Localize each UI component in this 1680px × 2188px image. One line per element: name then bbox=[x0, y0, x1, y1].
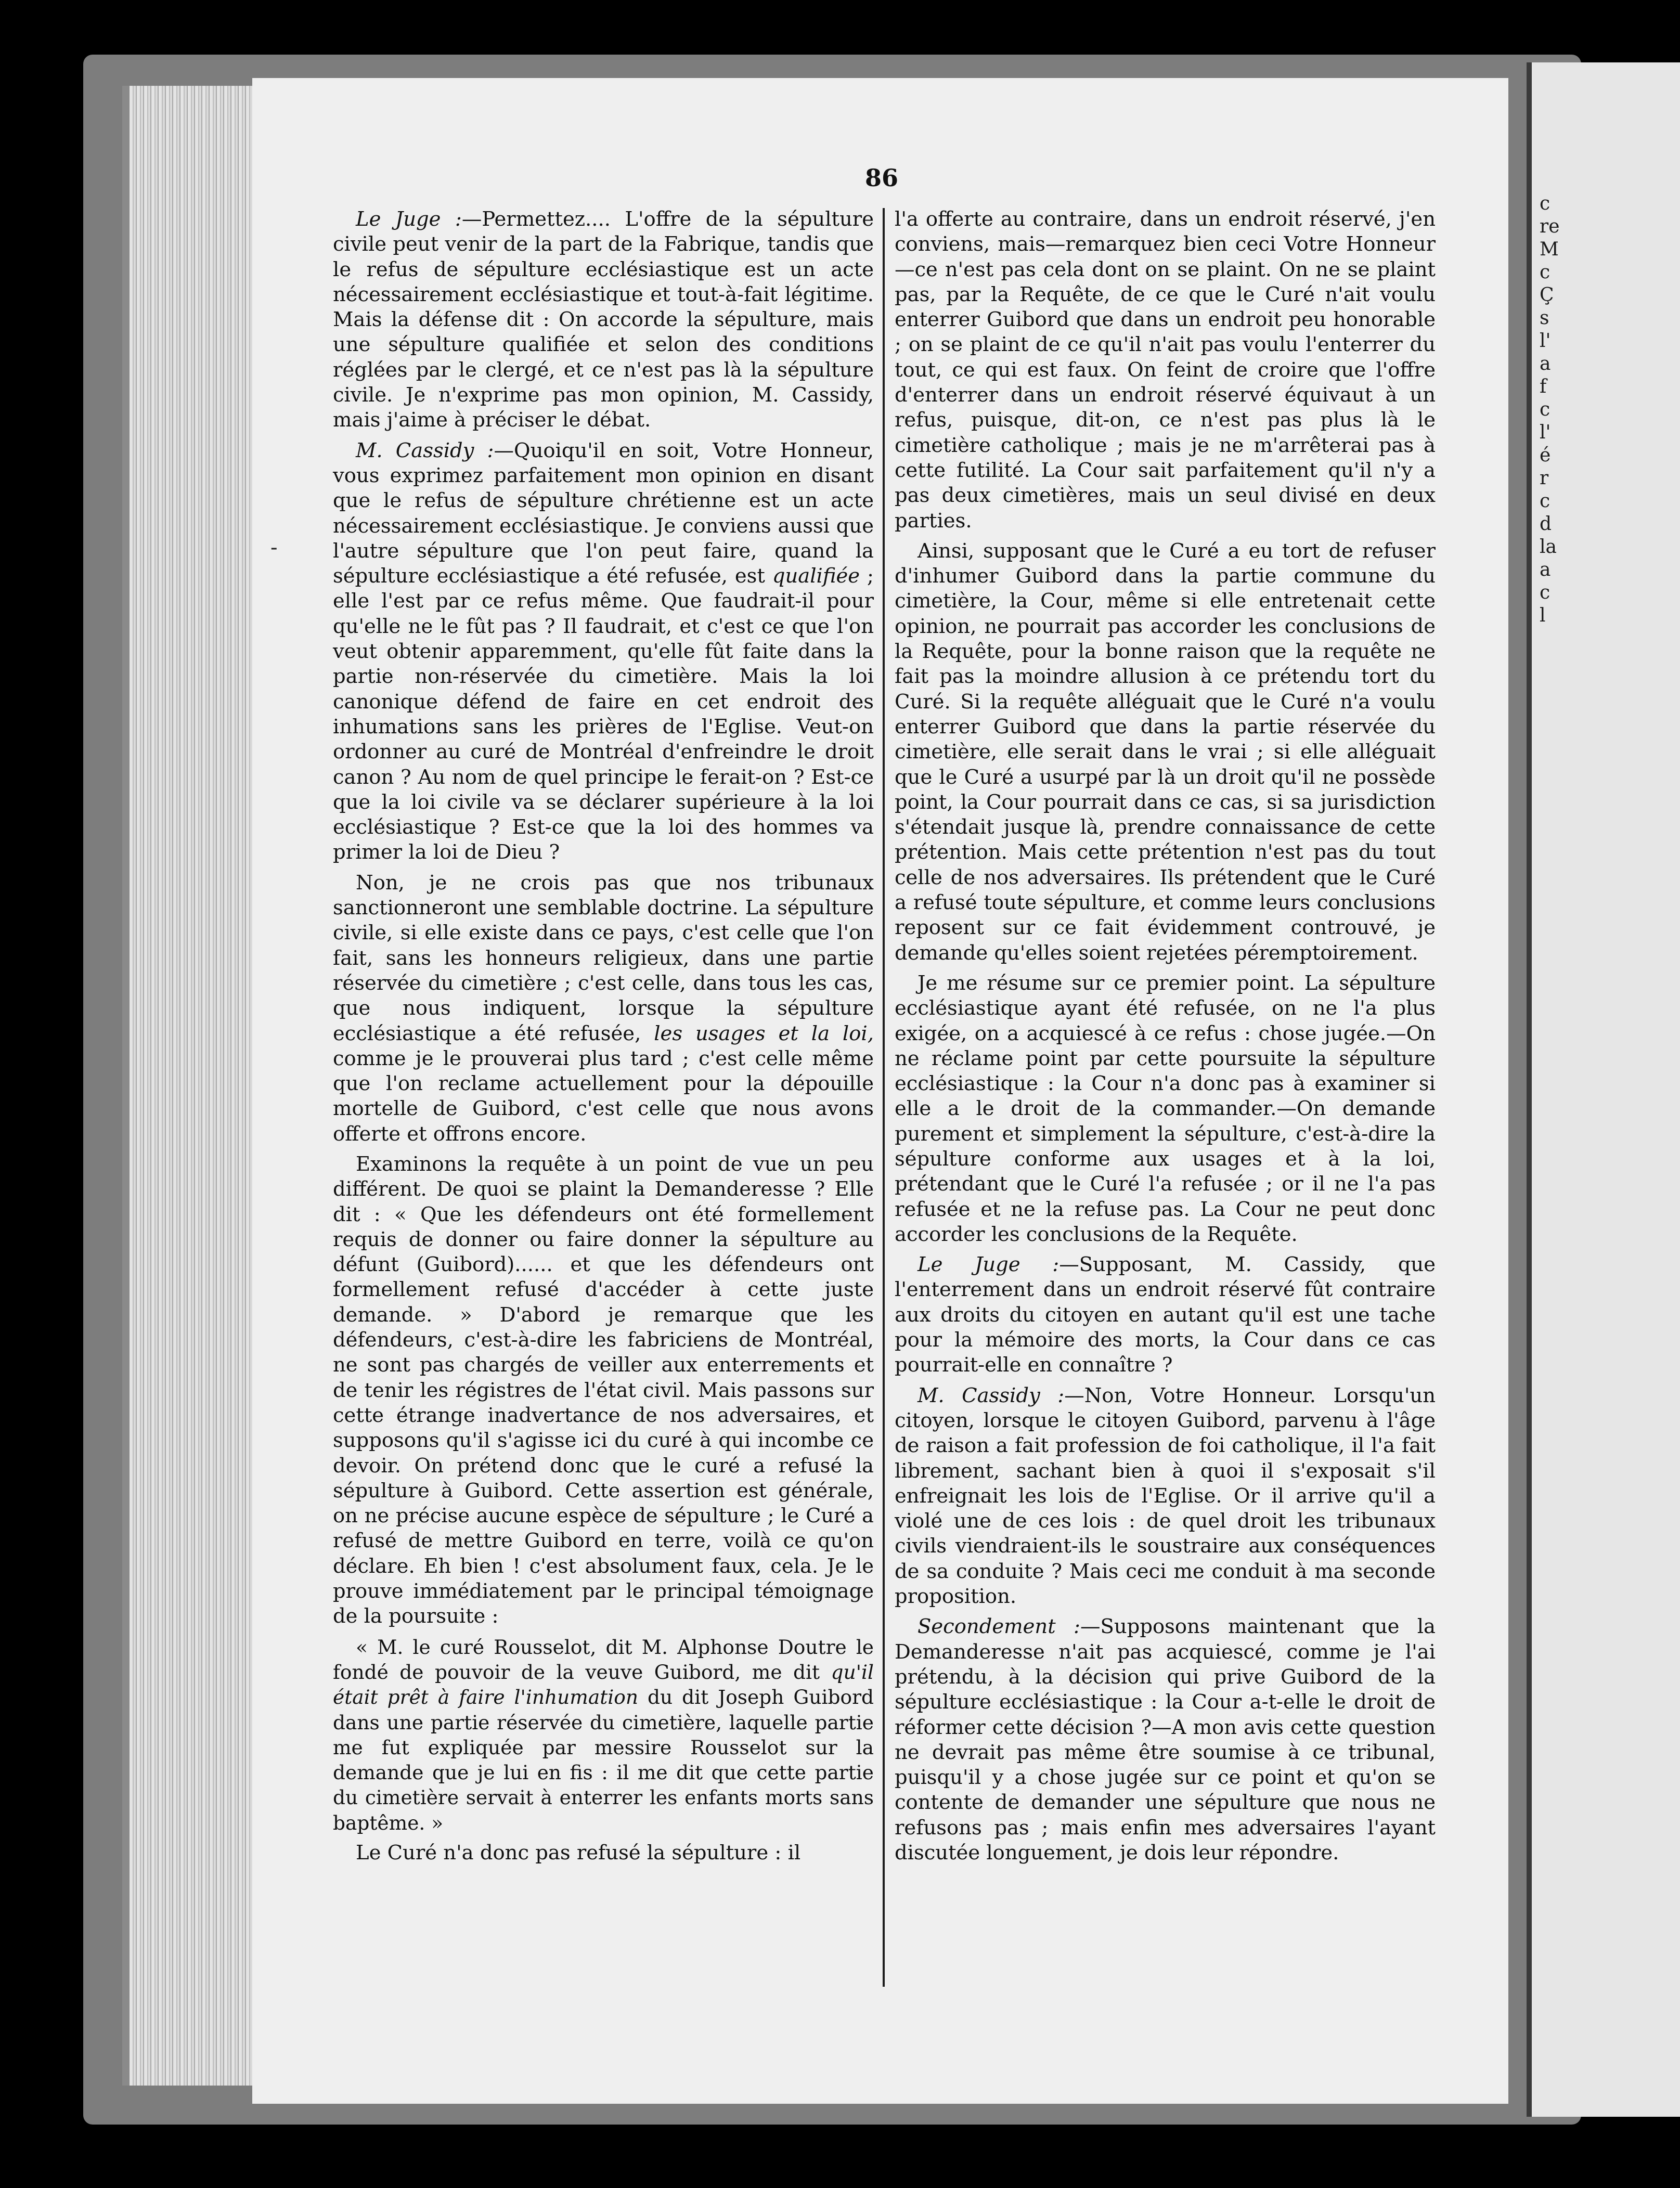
book-page bbox=[252, 78, 1508, 2104]
edge-fragment: c bbox=[1540, 582, 1550, 603]
paragraph-text: Je me résume sur ce premier point. La sépulture ecclésiastique ayant été refusée, on ne l'a plus exigée, on a acquiescé à ce refus : chose jugée.—On ne réclame point par cette poursuite la sépulture ecclésiastique : la Cour n'a donc pas à examiner si elle a le droit de la commander.—On demande purement et simplement la sépulture, c'est-à-dire la sépulture conforme aux usages et à la loi, prétendant que le Curé l'a refusée ; or il ne l'a pas refusée et ne la refuse pas. La Cour ne peut donc accorder les conclusions de la Requête. bbox=[895, 971, 1436, 1246]
paragraph-text: l'a offerte au contraire, dans un endroit réservé, j'en conviens, mais—remarquez bien ceci Votre Honneur—ce n'est pas cela dont on se plaint. On ne se plaint pas, par la Requête, de ce que le Curé n'ait voulu enterrer Guibord que dans un endroit peu honorable ; on se plaint de ce qu'il n'ait pas voulu l'enterrer du tout, ce qui est faux. On feint de croire que l'offre d'enterrer dans un endroit réservé équivaut à un refus, puisque, dit-on, ce n'est pas plus là le cimetière catholique ; mais je ne m'arrêterai pas à cette futilité. La Cour sait parfaitement qu'il n'y a pas deux cimetières, mais un seul divisé en deux parties. bbox=[895, 208, 1436, 533]
paragraph bbox=[333, 871, 874, 1147]
edge-fragment: c bbox=[1540, 262, 1550, 283]
edge-fragment: a bbox=[1540, 559, 1551, 580]
edge-fragment: M bbox=[1540, 239, 1559, 260]
edge-fragment: l' bbox=[1540, 330, 1551, 352]
emphasis-text: qualifiée bbox=[772, 564, 860, 588]
right-column bbox=[895, 207, 1436, 1871]
paragraph-text: Examinons la requête à un point de vue un peu différent. De quoi se plaint la Demanderesse ? Elle dit : « Que les défendeurs ont été formellement requis de donner ou faire donner la sépulture au défunt (Guibord)...... et que les défendeurs ont formellement refusé d'accéder à cette juste demande. » D'abord je remarque que les défendeurs, c'est-à-dire les fabriciens de Montréal, ne sont pas chargés de veiller aux enterrements et de tenir les régistres de l'état civil. Mais passons sur cette étrange inadvertance de nos adversaires, et supposons qu'il s'agisse ici du curé à qui incombe ce devoir. On prétend donc que le curé a refusé la sépulture à Guibord. Cette assertion est générale, on ne précise aucune espèce de sépulture ; le Curé a refusé de mettre Guibord en terre, voilà ce qu'on déclare. Eh bien ! c'est absolument faux, cela. Je le prouve immédiatement par le principal témoignage de la poursuite : bbox=[333, 1152, 874, 1628]
margin-mark: - bbox=[270, 536, 278, 560]
edge-fragment: r bbox=[1540, 468, 1549, 489]
paragraph bbox=[895, 1252, 1436, 1378]
edge-fragment: d bbox=[1540, 513, 1552, 535]
page-edges bbox=[122, 86, 270, 2086]
paragraph-text: « M. le curé Rousselot, dit M. Alphonse Doutre le fondé de pouvoir de la veuve Guibord, me dit bbox=[333, 1635, 874, 1684]
edge-fragment: a bbox=[1540, 353, 1551, 374]
paragraph-text: Le Curé n'a donc pas refusé la sépulture : il bbox=[356, 1841, 801, 1865]
edge-fragment: é bbox=[1540, 445, 1551, 466]
edge-fragment: s bbox=[1540, 307, 1549, 329]
edge-fragment: c bbox=[1540, 193, 1550, 214]
paragraph-text: —Supposons maintenant que la Demanderesse n'ait pas acquiescé, comme je l'ai prétendu, à la décision qui prive Guibord de la sépulture ecclésiastique : la Cour a-t-elle le droit de réformer cette décision ?—A mon avis cette question ne devrait pas même être soumise à ce tribunal, puisqu'il y a chose jugée sur ce point et qu'on se contente de demander une sépulture que nous ne refusons pas ; mais enfin mes adversaires l'ayant discutée longuement, je dois leur répondre. bbox=[895, 1615, 1436, 1865]
paragraph-text: —Permettez.... L'offre de la sépulture civile peut venir de la part de la Fabrique, tandis que le refus de sépulture ecclésiastique est un acte nécessairement ecclésiastique et tout-à-fait légitime. Mais la défense dit : On accorde la sépulture, mais une sépulture qualifiée et selon des conditions réglées par le clergé, et ce n'est pas là la sépulture civile. Je n'exprime pas mon opinion, M. Cassidy, mais j'aime à préciser le débat. bbox=[333, 208, 874, 432]
paragraph bbox=[895, 1383, 1436, 1610]
page-number: 86 bbox=[864, 164, 898, 192]
emphasis-text: qu'il était prêt à faire l'inhumation bbox=[333, 1660, 874, 1709]
speaker-label: Secondement : bbox=[917, 1615, 1080, 1639]
paragraph bbox=[333, 1152, 874, 1629]
edge-fragment: la bbox=[1540, 536, 1557, 558]
edge-fragment: re bbox=[1540, 216, 1560, 237]
edge-fragment: l' bbox=[1540, 422, 1551, 443]
paragraph-text: ; elle l'est par ce refus même. Que faudrait-il pour qu'elle ne le fût pas ? Il faudrait, et c'est ce que l'on veut obtenir apparemment, qu'elle fût faite dans la partie non-réservée du cimetière. Mais la loi canonique défend de faire en cet endroit des inhumations sans les prières de l'Eglise. Veut-on ordonner au curé de Montréal d'enfreindre le droit canon ? Au nom de quel principe le ferait-on ? Est-ce que la loi civile va se déclarer supérieure à la loi ecclésiastique ? Est-ce que la loi des hommes va primer la loi de Dieu ? bbox=[333, 564, 874, 864]
next-page-fragments bbox=[1540, 192, 1571, 627]
paragraph-text: —Supposant, M. Cassidy, que l'enterrement dans un endroit réservé fût contraire aux droits du citoyen en autant qu'il est une tache pour la mémoire des morts, la Cour dans ce cas pourrait-elle en connaître ? bbox=[895, 1253, 1436, 1377]
speaker-label: M. Cassidy : bbox=[356, 438, 494, 462]
edge-fragment: c bbox=[1540, 490, 1550, 512]
paragraph-text: comme je le prouverai plus tard ; c'est celle même que l'on reclame actuellement pour la dépouille mortelle de Guibord, c'est celle que nous avons offerte et offrons encore. bbox=[333, 1046, 874, 1146]
next-page-edge bbox=[1527, 62, 1680, 2117]
left-column bbox=[333, 207, 874, 1871]
edge-fragment: c bbox=[1540, 399, 1550, 420]
paragraph bbox=[333, 438, 874, 865]
paragraph bbox=[333, 207, 874, 433]
paragraph bbox=[895, 539, 1436, 966]
paragraph-text: —Quoiqu'il en soit, Votre Honneur, vous exprimez parfaitement mon opinion en disant que le refus de sépulture chrétienne est un acte nécessairement ecclésiastique. Je conviens aussi que l'autre sépulture que l'on peut faire, quand la sépulture ecclésiastique a été refusée, est bbox=[333, 438, 874, 588]
paragraph-text: Non, je ne crois pas que nos tribunaux sanctionneront une semblable doctrine. La sépulture civile, si elle existe dans ce pays, c'est celle que l'on fait, sans les honneurs religieux, dans une partie réservée du cimetière ; c'est celle, dans tous les cas, que nous indiquent, lorsque la sépulture ecclésiastique a été refusée, bbox=[333, 871, 874, 1045]
paragraph bbox=[895, 1614, 1436, 1866]
paragraph bbox=[895, 207, 1436, 534]
paragraph-text: —Non, Votre Honneur. Lorsqu'un citoyen, lorsque le citoyen Guibord, parvenu à l'âge de raison a fait profession de foi catholique, il l'a fait librement, sachant bien à quoi il s'exposait s'il enfreignait les lois de l'Eglise. Or il arrive qu'il a violé une de ces lois : de quel droit les tribunaux civils viendraient-ils le soustraire aux conséquences de sa conduite ? Mais ceci me conduit à ma seconde proposition. bbox=[895, 1383, 1436, 1609]
edge-fragment: f bbox=[1540, 376, 1547, 397]
column-divider bbox=[883, 208, 885, 1987]
emphasis-text: les usages et la loi, bbox=[654, 1021, 874, 1045]
paragraph bbox=[895, 971, 1436, 1247]
edge-fragment: l bbox=[1540, 605, 1546, 626]
paragraph-text: Ainsi, supposant que le Curé a eu tort de refuser d'inhumer Guibord dans la partie commune du cimetière, la Cour, même si elle entretenait cette opinion, ne pourrait pas accorder les conclusions de la Requête, pour la bonne raison que la requête ne fait pas la moindre allusion à ce prétendu tort du Curé. Si la requête alléguait que le Curé n'a voulu enterrer Guibord que dans la partie réservée du cimetière, elle serait dans le vrai ; si elle alléguait que le Curé a usurpé par là un droit qu'il ne possède point, la Cour pourrait dans ce cas, si sa jurisdiction s'étendait jusque là, prendre connaissance de cette prétention. Mais cette prétention n'est pas du tout celle de nos adversaires. Ils prétendent que le Curé a refusé toute sépulture, et comme leurs conclusions reposent sur ce fait évidemment controuvé, je demande qu'elles soient rejetées péremptoirement. bbox=[895, 539, 1436, 965]
paragraph bbox=[333, 1841, 874, 1866]
speaker-label: Le Juge : bbox=[356, 208, 462, 231]
paragraph bbox=[333, 1635, 874, 1835]
edge-fragment: Ç bbox=[1540, 284, 1554, 306]
paragraph-text: du dit Joseph Guibord dans une partie réservée du cimetière, laquelle partie me fut expliquée par messire Rousselot sur la demande que je lui en fis : il me dit que cette partie du cimetière servait à enterrer les enfants morts sans baptême. » bbox=[333, 1686, 874, 1834]
speaker-label: M. Cassidy : bbox=[917, 1383, 1065, 1407]
speaker-label: Le Juge : bbox=[917, 1253, 1059, 1277]
